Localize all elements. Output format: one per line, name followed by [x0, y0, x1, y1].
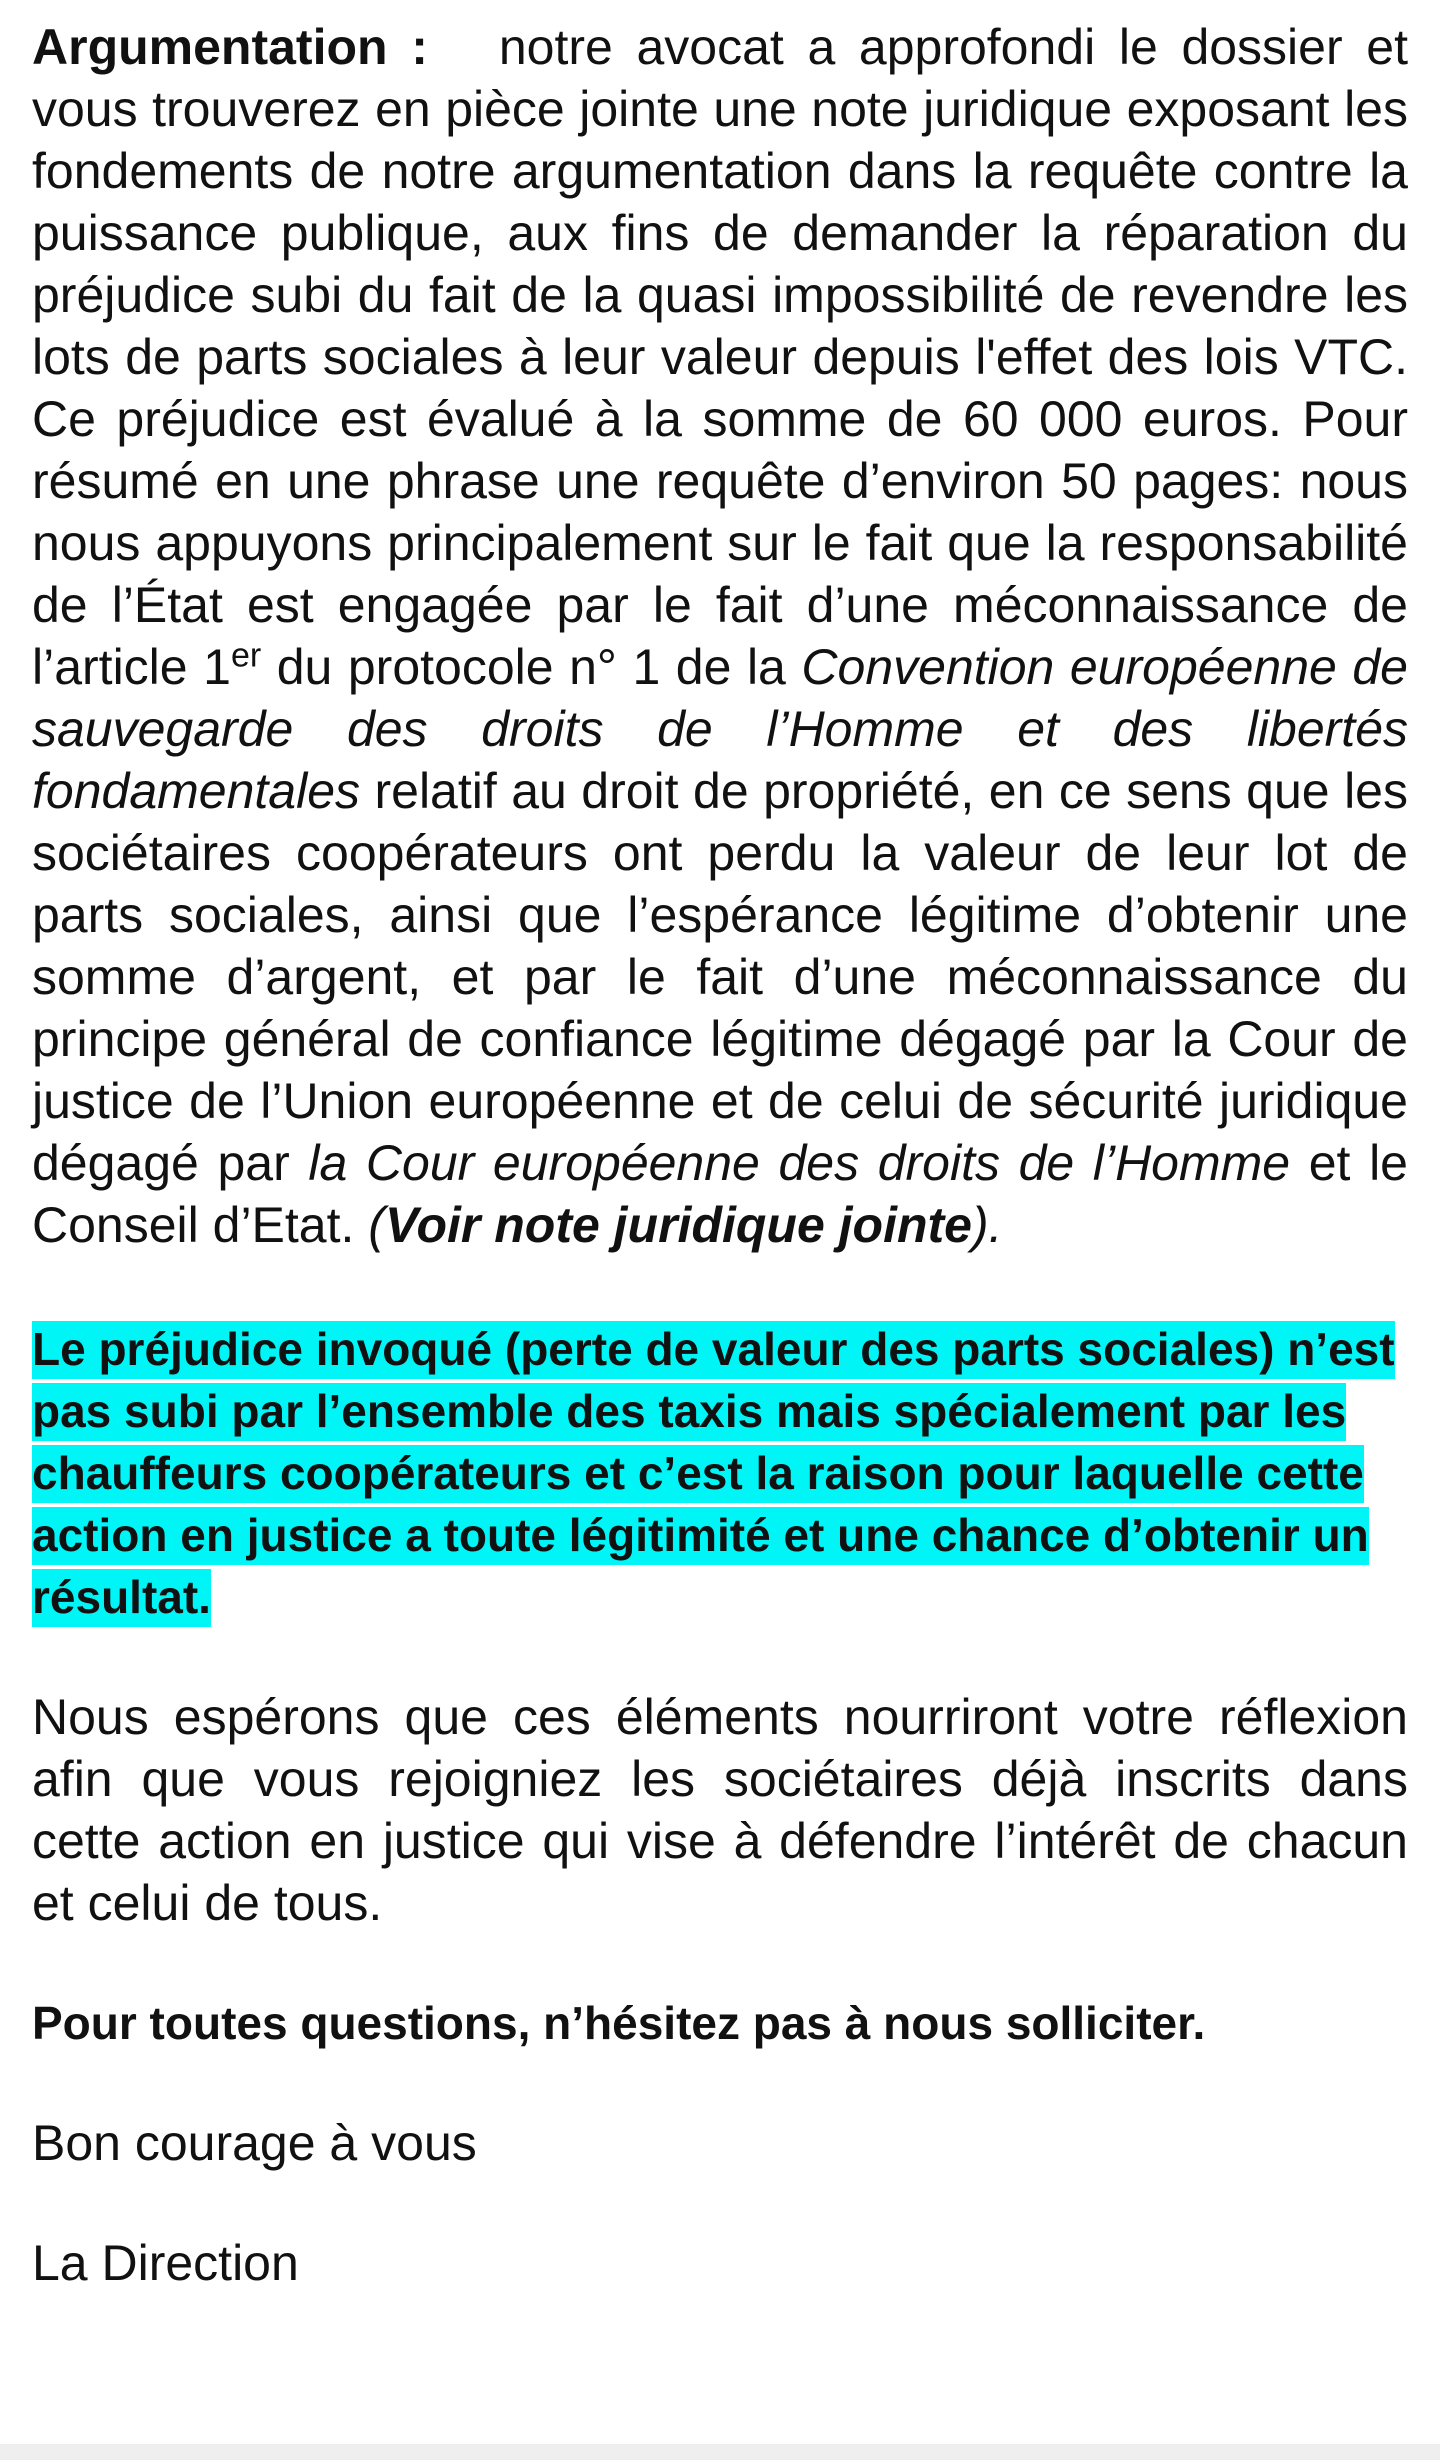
legal-note-reference: Voir note juridique jointe [384, 1197, 972, 1253]
signature-line: La Direction [32, 2235, 299, 2291]
closing-line: Bon courage à vous [32, 2115, 477, 2171]
argumentation-paragraph [32, 16, 1408, 1256]
argumentation-text-2: du protocole n° 1 de la [276, 639, 786, 695]
argumentation-text-4: et le Conseil d’Etat. [32, 1135, 1408, 1253]
spacer [32, 2174, 1408, 2232]
argumentation-text-3: relatif au droit de propriété, en ce sens que les sociétaires coopérateurs ont perdu la valeur de leur lot de parts sociales, ainsi que l’espérance légitime d’obtenir une somme d’argent, et par le fait d’une méconnaissance du principe général de confiance légitime dégagé par la Cour de justice de l’Union européenne et de celui de sécurité juridique dégagé par [32, 763, 1408, 1191]
court-name: la Cour européenne des droits de l’Homme [308, 1135, 1291, 1191]
convention-title: Convention européenne de sauvegarde des droits de l’Homme et des libertés fondamentales [32, 639, 1408, 819]
spacer [32, 2054, 1408, 2112]
note-paren-close: ). [972, 1197, 1003, 1253]
argumentation-text-1: notre avocat a approfondi le dossier et vous trouverez en pièce jointe une note juridique exposant les fondements de notre argumentation dans la requête contre la puissance publique, aux fins de demander la réparation du préjudice subi du fait de la quasi impossibilité de revendre les lots de parts sociales à leur valeur depuis l'effet des lois VTC. Ce préjudice est évalué à la somme de 60 000 euros. Pour résumé en une phrase une requête d’environ 50 pages: nous nous appuyons principalement sur le fait que la responsabilité de l’État est engagée par le fait d’une méconnaissance de l’article 1 [32, 19, 1408, 695]
highlighted-statement [32, 1318, 1408, 1628]
spacer [32, 1934, 1408, 1992]
document-page [32, 16, 1408, 2294]
note-paren-open: ( [368, 1197, 385, 1253]
hope-paragraph: Nous espérons que ces éléments nourriront votre réflexion afin que vous rejoigniez les sociétaires déjà inscrits dans cette action en justice qui vise à défendre l’intérêt de chacun et celui de tous. [32, 1689, 1408, 1931]
article-superscript: er [230, 636, 262, 675]
bottom-edge-strip [0, 2444, 1440, 2460]
argumentation-label: Argumentation : [32, 19, 428, 75]
spacer [32, 1256, 1408, 1318]
highlighted-text: Le préjudice invoqué (perte de valeur des parts sociales) n’est pas subi par l’ensemble des taxis mais spécialement par les chauffeurs coopérateurs et c’est la raison pour laquelle cette action en justice a toute légitimité et une chance d’obtenir un résultat. [32, 1321, 1395, 1627]
questions-line: Pour toutes questions, n’hésitez pas à nous solliciter. [32, 1997, 1206, 2049]
spacer [32, 1628, 1408, 1686]
